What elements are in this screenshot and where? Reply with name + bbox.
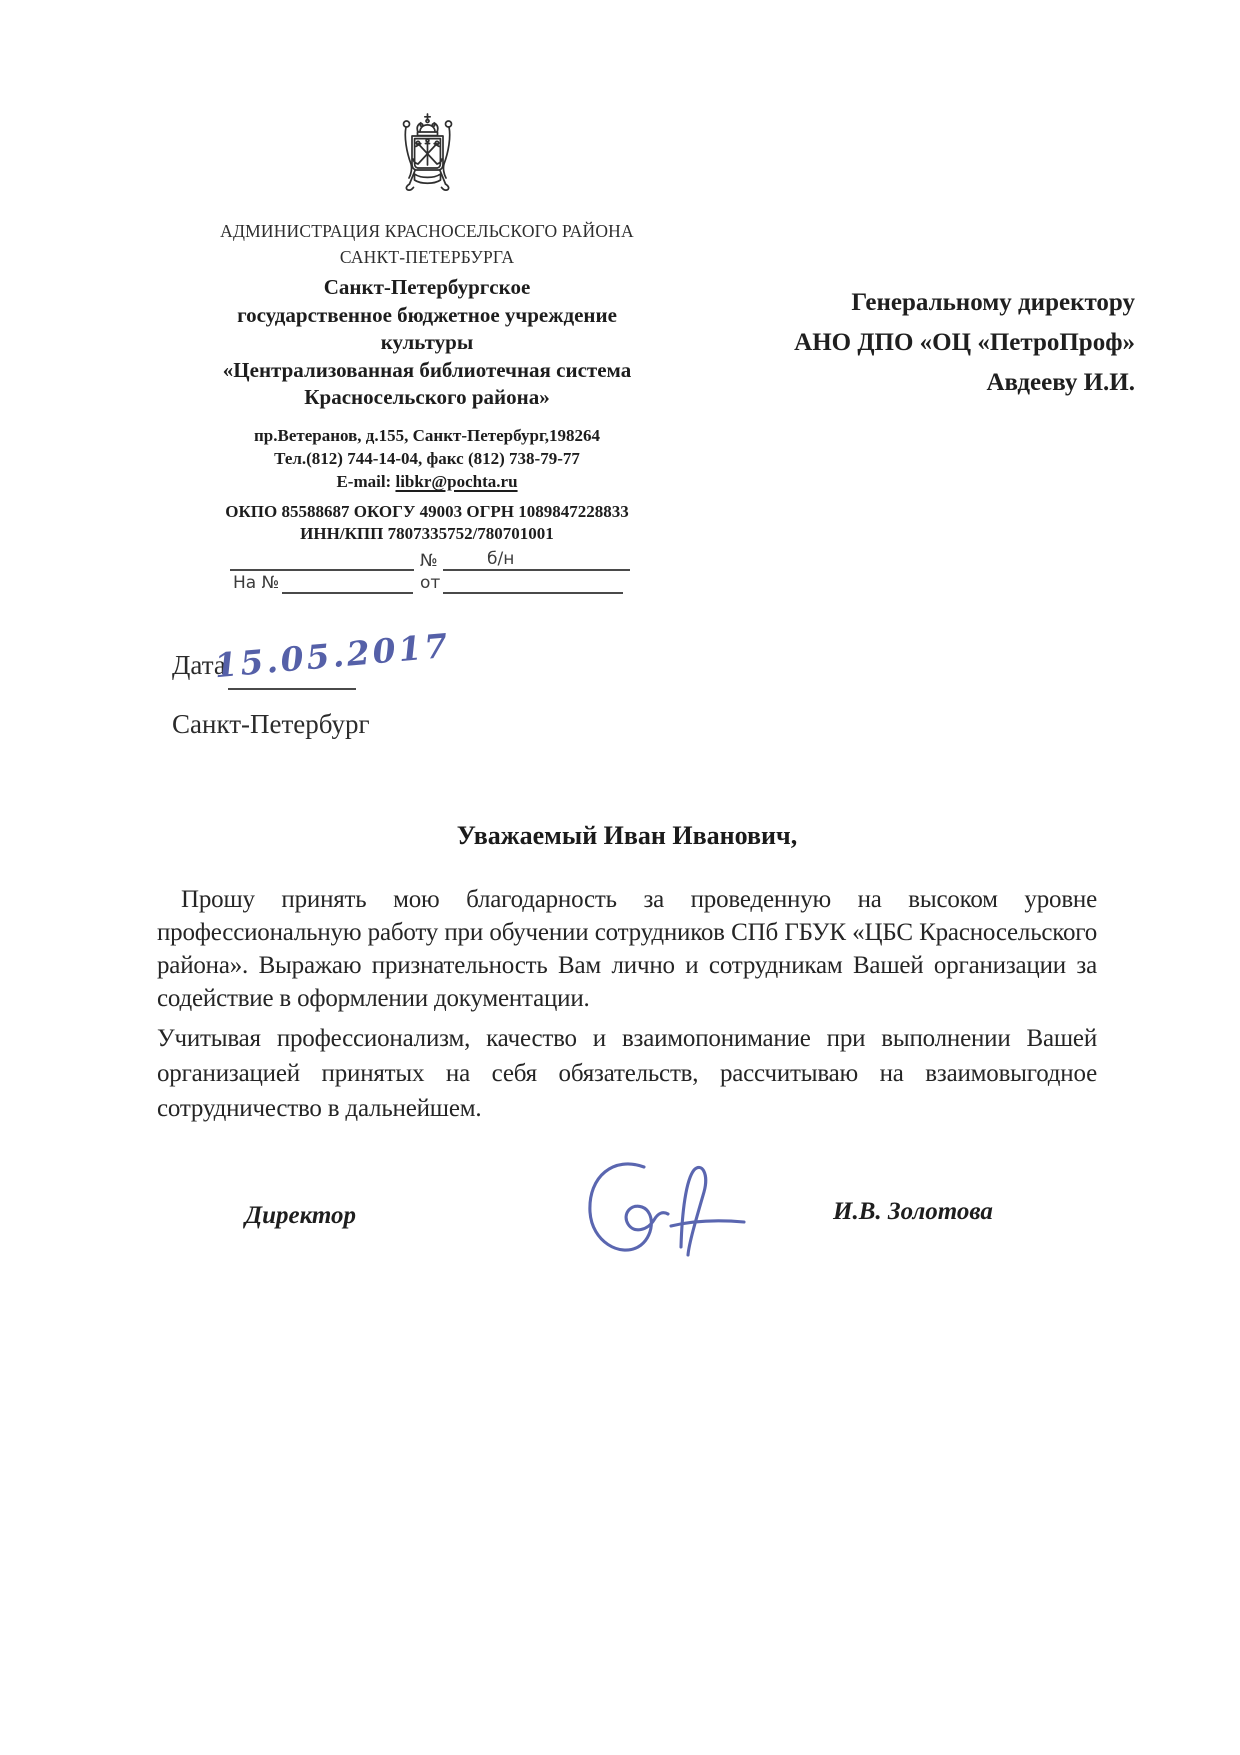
paragraph-line: сотрудничество в дальнейшем. xyxy=(157,1095,482,1122)
addressee-block xyxy=(640,283,1135,403)
organization-line: Санкт-Петербургское xyxy=(323,275,531,299)
paragraph-1 xyxy=(157,883,1097,1015)
paragraph-line: Учитывая профессионализм, качество и взаимопонимание при выполнении Вашей xyxy=(157,1025,1097,1052)
administration-line: АДМИНИСТРАЦИЯ КРАСНОСЕЛЬСКОГО РАЙОНА xyxy=(220,221,634,241)
contact-block xyxy=(160,424,694,493)
addressee-line: АНО ДПО «ОЦ «ПетроПроф» xyxy=(794,329,1135,356)
signer-name: И.В. Золотова xyxy=(833,1198,993,1225)
from-date-line xyxy=(443,592,623,594)
paragraph-line: организацией принятых на себя обязательств, рассчитываю на взаимовыгодное xyxy=(157,1060,1097,1087)
paragraph-line: Прошу принять мою благодарность за проведенную на высоком уровне xyxy=(181,886,1097,913)
handwritten-date: 15.05.2017 xyxy=(212,625,452,686)
city-line: Санкт-Петербург xyxy=(172,709,370,739)
on-number-label: На № xyxy=(233,573,280,593)
paragraph-2 xyxy=(157,1021,1097,1126)
registry-codes xyxy=(160,501,694,545)
ref-number-line xyxy=(443,569,630,571)
addressee-line: Генеральному директору xyxy=(851,289,1135,316)
spb-coat-of-arms-icon xyxy=(385,112,470,194)
phone-fax: Тел.(812) 744-14-04, факс (812) 738-79-77 xyxy=(274,449,580,468)
organization-line: Красносельского района» xyxy=(304,385,550,409)
organization-name xyxy=(160,274,694,412)
email-address: libkr@pochta.ru xyxy=(395,472,518,491)
administration-line: САНКТ-ПЕТЕРБУРГА xyxy=(339,247,515,267)
from-label: от xyxy=(420,573,441,593)
paragraph-line: содействие в оформлении документации. xyxy=(157,985,590,1012)
date-line xyxy=(228,688,356,690)
number-label: № xyxy=(420,551,438,571)
paragraph-line: района». Выражаю признательность Вам лично и сотрудникам Вашей организации за xyxy=(157,952,1097,979)
email-line xyxy=(160,470,694,493)
organization-line: государственное бюджетное учреждение xyxy=(237,302,617,327)
administration-heading xyxy=(160,218,694,270)
addressee-line: Авдееву И.И. xyxy=(986,369,1135,396)
salutation: Уважаемый Иван Иванович, xyxy=(456,821,798,850)
handwritten-signature-icon xyxy=(576,1154,761,1262)
on-number-line xyxy=(282,592,413,594)
paragraph-line: профессиональную работу при обучении сотрудников СПб ГБУК «ЦБС Красносельского xyxy=(157,919,1097,946)
organization-line: «Централизованная библиотечная система xyxy=(222,357,632,382)
signer-title: Директор xyxy=(245,1202,357,1229)
postal-address: пр.Ветеранов, д.155, Санкт-Петербург,198264 xyxy=(254,426,600,445)
date-label: Дата xyxy=(172,650,226,680)
codes-line: ИНН/КПП 7807335752/780701001 xyxy=(300,524,554,543)
number-value: б/н xyxy=(487,549,515,569)
codes-line: ОКПО 85588687 ОКОГУ 49003 ОГРН 1089847228833 xyxy=(225,502,629,521)
organization-line: культуры xyxy=(380,330,474,354)
email-label: E-mail: xyxy=(336,472,392,491)
ref-blank-line xyxy=(230,569,414,571)
